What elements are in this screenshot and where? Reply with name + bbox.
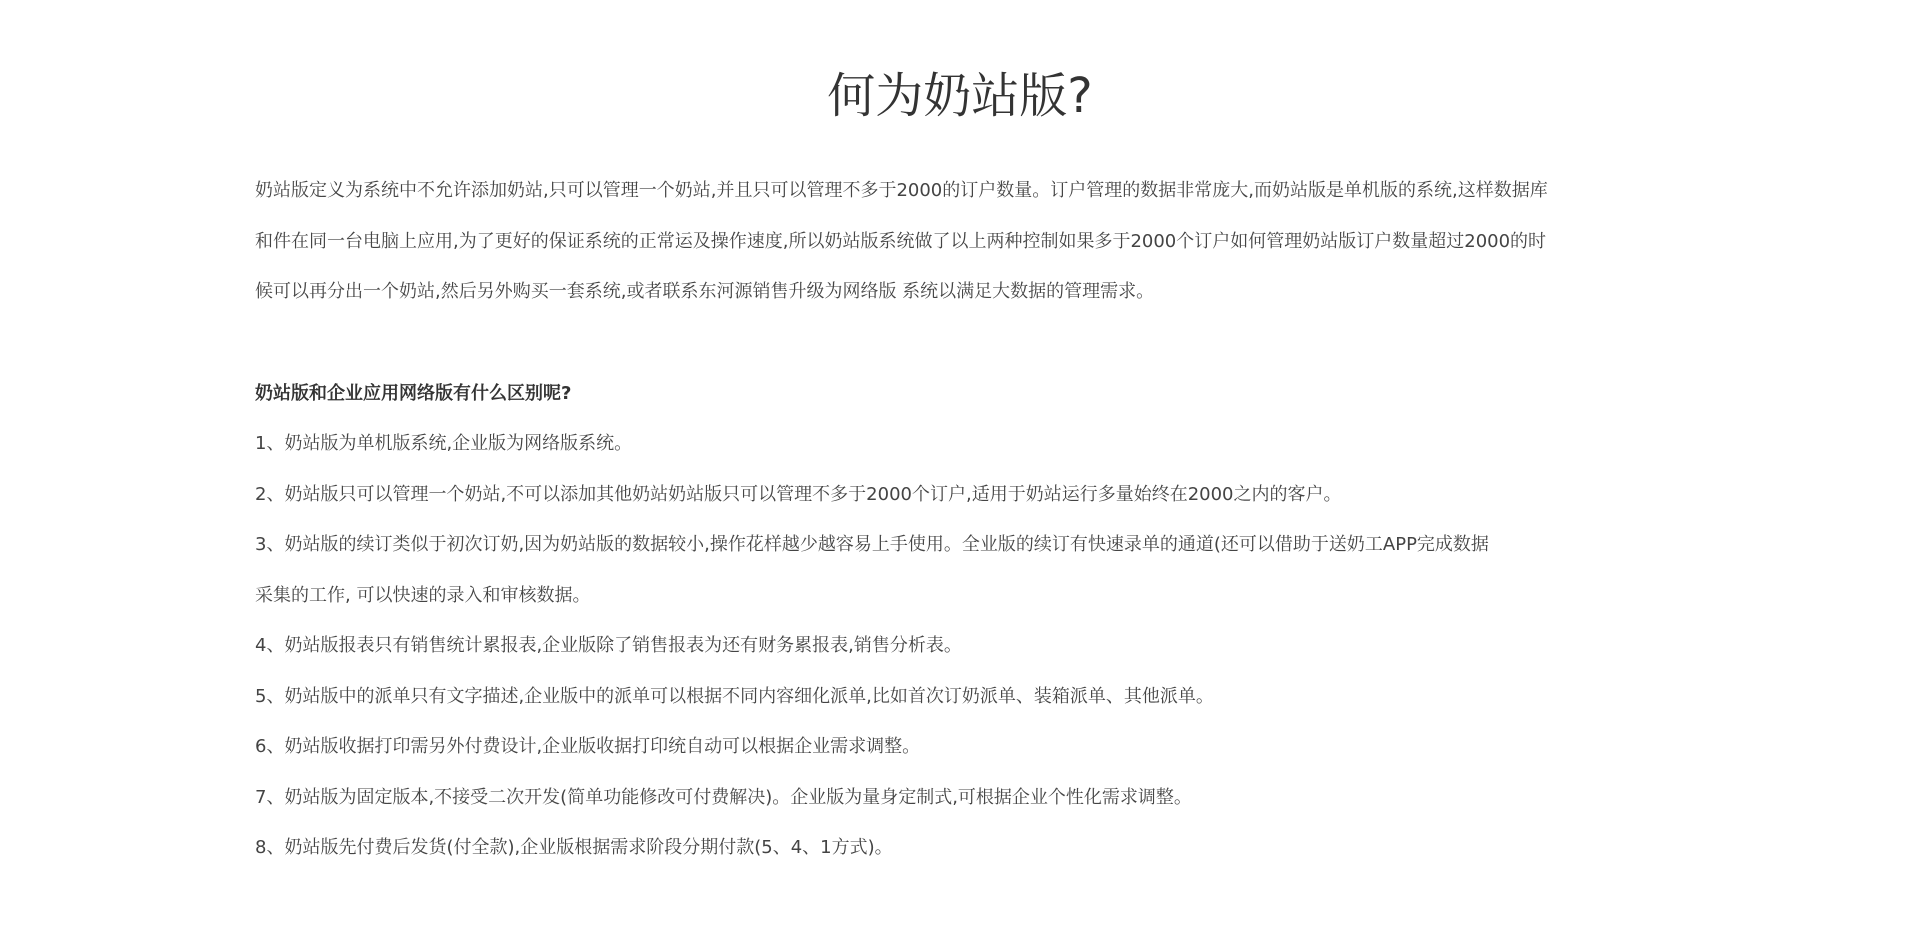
intro-line: 奶站版定义为系统中不允许添加奶站,只可以管理一个奶站,并且只可以管理不多于2000的订户数量。订户管理的数据非常庞大,而奶站版是单机版的系统,这样数据库 (255, 180, 1548, 201)
article-content (255, 166, 1665, 874)
difference-item: 2、奶站版只可以管理一个奶站,不可以添加其他奶站奶站版只可以管理不多于2000个订户,适用于奶站运行多量始终在2000之内的客户。 (255, 483, 1342, 505)
difference-item: 采集的工作, 可以快速的录入和审核数据。 (255, 584, 591, 606)
intro-line: 候可以再分出一个奶站,然后另外购买一套系统,或者联系东河源销售升级为网络版 系统以满足大数据的管理需求。 (255, 281, 1155, 302)
page-title: 何为奶站版? (827, 68, 1093, 124)
intro-paragraph (255, 166, 1665, 318)
difference-item: 5、奶站版中的派单只有文字描述,企业版中的派单可以根据不同内容细化派单,比如首次订奶派单、装箱派单、其他派单。 (255, 685, 1214, 707)
difference-item: 1、奶站版为单机版系统,企业版为网络版系统。 (255, 433, 633, 454)
difference-item: 6、奶站版收据打印需另外付费设计,企业版收据打印统自动可以根据企业需求调整。 (255, 736, 921, 757)
difference-item: 4、奶站版报表只有销售统计累报表,企业版除了销售报表为还有财务累报表,销售分析表。 (255, 635, 962, 656)
difference-item: 3、奶站版的续订类似于初次订奶,因为奶站版的数据较小,操作花样越少越容易上手使用。全业版的续订有快速录单的通道(还可以借助于送奶工APP完成数据 (255, 534, 1489, 555)
intro-line: 和件在同一台电脑上应用,为了更好的保证系统的正常运及操作速度,所以奶站版系统做了以上两种控制如果多于2000个订户如何管理奶站版订户数量超过2000的时 (255, 230, 1547, 252)
difference-list (255, 419, 1665, 874)
difference-item: 8、奶站版先付费后发货(付全款),企业版根据需求阶段分期付款(5、4、1方式)。 (255, 837, 893, 858)
difference-heading: 奶站版和企业应用网络版有什么区别呢? (255, 382, 572, 404)
difference-item: 7、奶站版为固定版本,不接受二次开发(简单功能修改可付费解决)。企业版为量身定制式,可根据企业个性化需求调整。 (255, 786, 1192, 808)
